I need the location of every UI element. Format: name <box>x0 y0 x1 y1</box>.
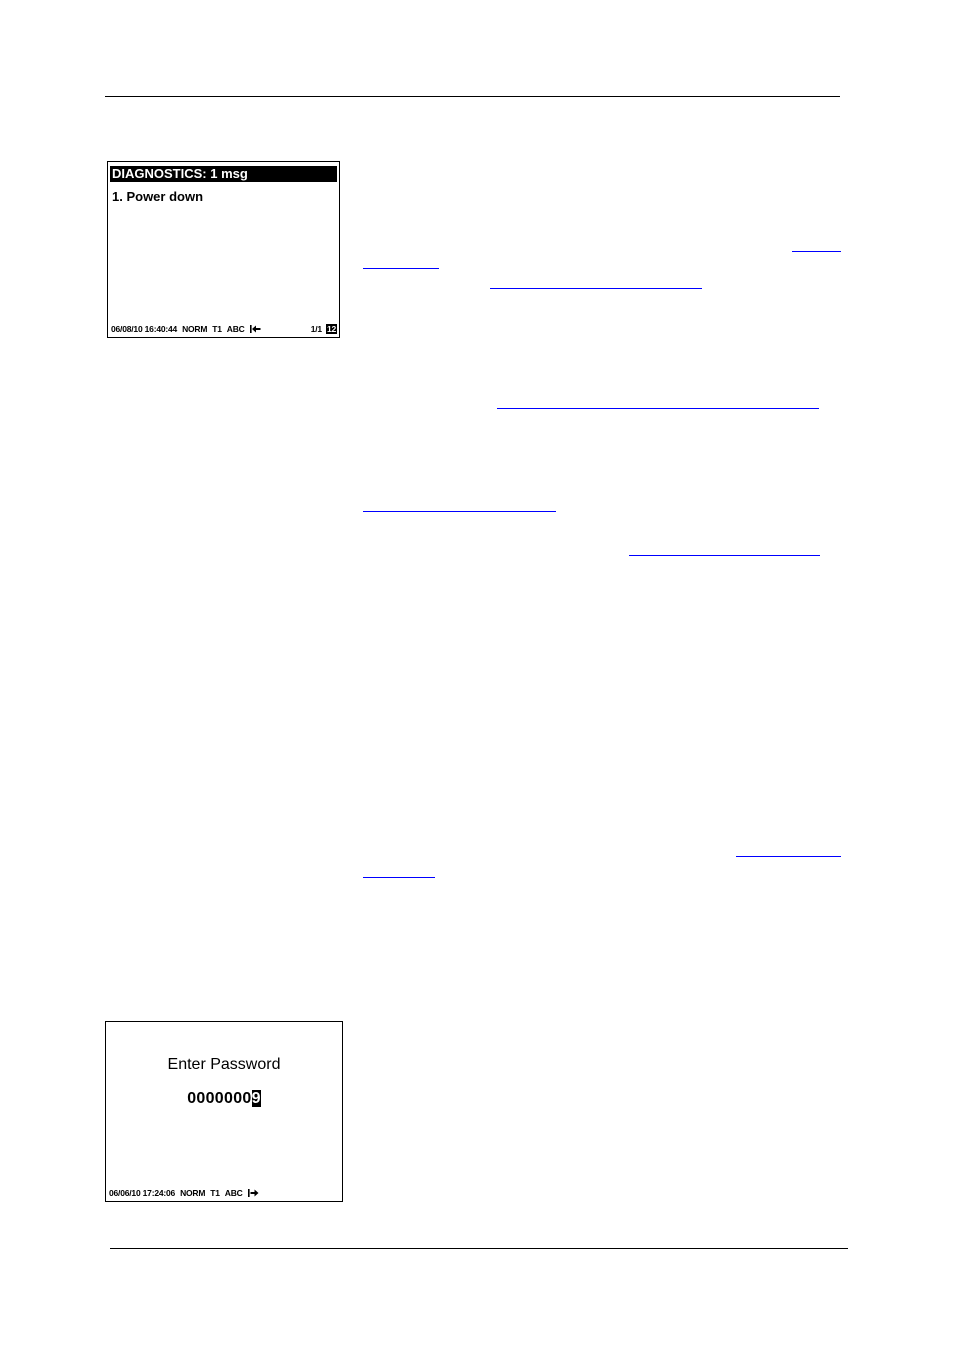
link-underline[interactable] <box>736 856 841 857</box>
status-datetime: 06/06/10 17:24:06 <box>109 1188 176 1198</box>
password-field[interactable] <box>106 1090 342 1108</box>
status-phase: ABC <box>224 1188 243 1198</box>
status-bar <box>109 1188 264 1198</box>
status-datetime: 06/08/10 16:40:44 <box>111 324 178 334</box>
right-arrow-bar-icon <box>248 1188 259 1198</box>
link-underline[interactable] <box>363 268 439 269</box>
left-arrow-bar-icon <box>250 324 261 334</box>
status-right-group <box>311 324 337 334</box>
link-underline[interactable] <box>792 251 841 252</box>
link-underline[interactable] <box>490 288 702 289</box>
password-lcd-screen <box>105 1021 343 1202</box>
page-indicator: 1/1 <box>310 324 322 334</box>
status-mode: NORM <box>182 324 208 334</box>
count-badge: 12 <box>326 324 336 334</box>
password-cursor-digit: 9 <box>251 1090 261 1107</box>
status-tariff: T1 <box>210 1188 220 1198</box>
footer-rule <box>110 1248 848 1249</box>
link-underline[interactable] <box>363 877 435 878</box>
status-tariff: T1 <box>212 324 222 334</box>
screen-title: DIAGNOSTICS: 1 msg <box>110 166 337 182</box>
header-rule <box>105 96 840 97</box>
diagnostics-lcd-screen <box>107 161 340 338</box>
link-underline[interactable] <box>629 555 820 556</box>
password-label: Enter Password <box>167 1056 281 1073</box>
diagnostic-message: 1. Power down <box>112 189 204 204</box>
status-mode: NORM <box>180 1188 206 1198</box>
status-bar <box>111 324 337 334</box>
status-phase: ABC <box>226 324 245 334</box>
link-underline[interactable] <box>363 511 556 512</box>
password-digits: 0000000 <box>187 1090 252 1107</box>
link-underline[interactable] <box>497 408 819 409</box>
